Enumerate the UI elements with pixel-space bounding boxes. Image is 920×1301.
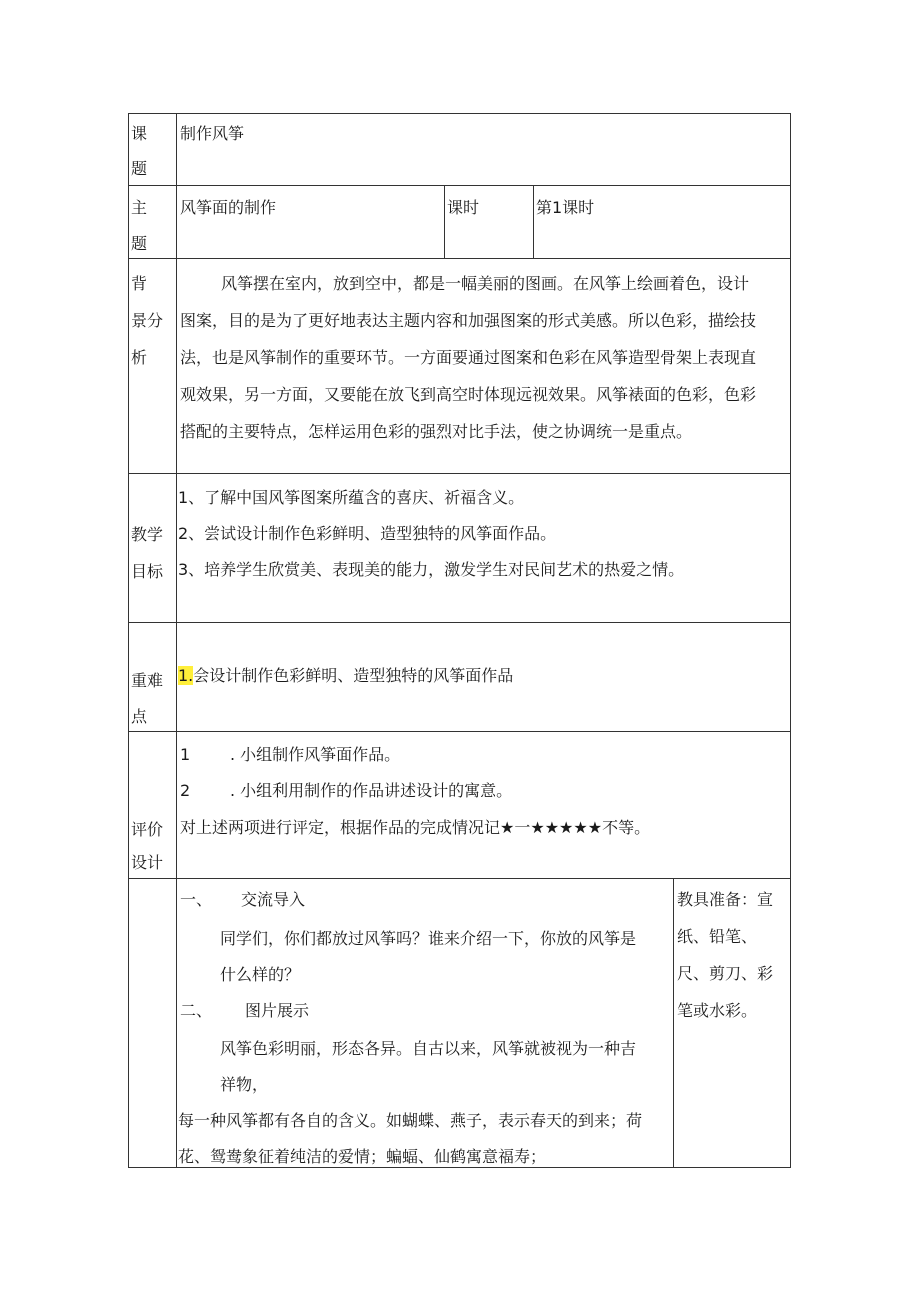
row-label: 题 [131,159,148,178]
table-rule [128,878,791,879]
paragraph-line: 什么样的？ [220,965,301,984]
paragraph-line: 风筝色彩明丽，形态各异。自古以来，风筝就被视为一种吉 [220,1039,637,1058]
eval-item-number: 2 [180,781,191,800]
paragraph-line: 搭配的主要特点，怎样运用色彩的强烈对比手法，使之协调统一是重点。 [180,422,693,441]
eval-item-text: . 小组利用制作的作品讲述设计的寓意。 [230,781,513,800]
table-rule [128,731,791,732]
table-rule [444,185,445,259]
paragraph-line: 每一种风筝都有各自的含义。如蝴蝶、燕子，表示春天的到来；荷 [178,1111,643,1130]
paragraph-line: 同学们，你们都放过风筝吗？谁来介绍一下，你放的风筝是 [220,929,637,948]
paragraph-line: 图案，目的是为了更好地表达主题内容和加强图案的形式美感。所以色彩，描绘技 [180,311,757,330]
paragraph-line: 风筝摆在室内，放到空中，都是一幅美丽的图画。在风筝上绘画着色，设计 [221,274,750,293]
table-rule [128,622,791,623]
row-label: 课 [131,124,148,143]
hours-value: 第1课时 [536,198,595,217]
table-rule [128,473,791,474]
row-label: 景分 [131,311,164,330]
section-number: 二、 [180,1001,213,1020]
eval-item-number: 1 [180,745,191,764]
row-label: 题 [131,234,148,253]
table-border-right [790,113,791,1168]
section-number: 一、 [180,890,213,909]
paragraph-line: 法，也是风筝制作的重要环节。一方面要通过图案和色彩在风筝造型骨架上表现直 [180,348,757,367]
prep-line: 教具准备：宣 [677,890,774,909]
paragraph-line: 花、鸳鸯象征着纯洁的爱情；蝙蝠、仙鹤寓意福寿； [178,1147,547,1166]
keypoint-item [178,658,513,694]
highlighted-number: 1. [178,666,194,685]
row-label: 教学 [131,525,164,544]
row-label: 设计 [131,853,164,872]
goal-item: 3、培养学生欣赏美、表现美的能力，激发学生对民间艺术的热爱之情。 [178,560,685,579]
row-label: 背 [131,274,148,293]
goal-item: 2、尝试设计制作色彩鲜明、造型独特的风筝面作品。 [178,524,557,543]
section-title: 交流导入 [241,890,306,909]
row-label: 点 [131,707,148,726]
keypoint-text: 会设计制作色彩鲜明、造型独特的风筝面作品 [193,666,514,685]
table-rule [673,878,674,1168]
prep-line: 纸、铅笔、 [677,927,758,946]
row-label: 目标 [131,562,164,581]
prep-line: 笔或水彩。 [677,1001,758,1020]
table-rule [533,185,534,259]
eval-item-text: . 小组制作风筝面作品。 [230,745,401,764]
lesson-title: 制作风筝 [180,124,245,143]
hours-label: 课时 [447,198,480,217]
eval-summary: 对上述两项进行评定，根据作品的完成情况记★一★★★★★不等。 [180,818,651,837]
paragraph-line: 祥物， [220,1075,269,1094]
row-label: 评价 [131,820,164,839]
goal-item: 1、了解中国风筝图案所蕴含的喜庆、祈福含义。 [178,488,525,507]
row-label: 析 [131,348,148,367]
table-border-left [128,113,129,1168]
section-title: 图片展示 [245,1001,310,1020]
table-rule [128,185,791,186]
row-label: 重难 [131,671,164,690]
table-border-top [128,113,791,114]
topic-value: 风筝面的制作 [180,198,277,217]
table-rule [128,258,791,259]
prep-line: 尺、剪刀、彩 [677,964,774,983]
row-label: 主 [131,198,148,217]
table-rule [176,113,177,1168]
paragraph-line: 观效果，另一方面，又要能在放飞到高空时体现远视效果。风筝裱面的色彩，色彩 [180,385,757,404]
